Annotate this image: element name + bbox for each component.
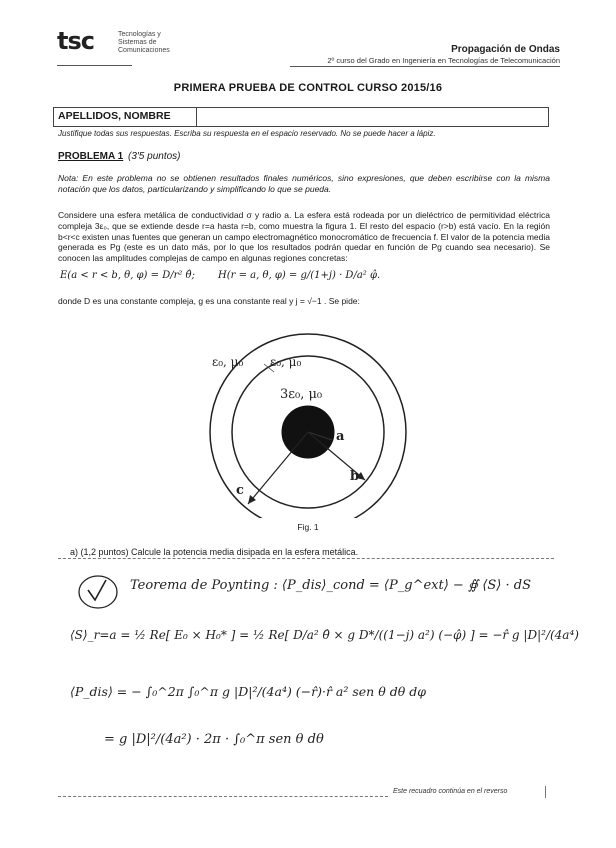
answer-box-bottom	[58, 796, 388, 797]
label-b: b	[350, 469, 360, 484]
logo-subtext	[118, 31, 208, 55]
problem-title: PROBLEMA 1	[58, 151, 124, 162]
problem-note: Nota: En este problema no se obtienen resultados finales numéricos, sino expresiones, que deben escribirse con la misma notación que los datos, particularizando y simplificando lo que se pueda.	[58, 173, 550, 194]
logo-subtext-line2: Sistemas de Comunicaciones	[118, 39, 170, 54]
exam-title: PRIMERA PRUEBA DE CONTROL CURSO 2015/16	[173, 82, 443, 94]
answer-box-corner	[545, 786, 546, 798]
equation-h-field: H(r = a, θ, φ) = g/(1+j) · D/a² φ̂.	[218, 270, 381, 281]
problem-points: (3'5 puntos)	[128, 151, 181, 162]
continue-footnote: Este recuadro continúa en el reverso	[393, 788, 508, 795]
name-label: APELLIDOS, NOMBRE	[58, 110, 171, 122]
logo-tsc: tsc	[57, 27, 94, 55]
label-a: a	[336, 429, 345, 444]
header-rule-left	[57, 65, 132, 66]
handwritten-line-4: = g |D|²/(4a²) · 2π · ∫₀^π sen θ dθ	[104, 732, 324, 747]
instructions: Justifique todas sus respuestas. Escriba su respuesta en el espacio reservado. No se puede hacer a lápiz.	[58, 129, 436, 138]
label-c: c	[236, 483, 244, 498]
figure-spheres	[190, 318, 430, 518]
label-ring-medium: ε₀, μ₀	[270, 355, 302, 369]
course-subtitle: 2º curso del Grado en Ingeniería en Tecnologías de Telecomunicación	[327, 56, 560, 65]
radius-c-arrow	[248, 432, 308, 504]
handwritten-line-1: Teorema de Poynting : ⟨P_dis⟩_cond = ⟨P_g^ext⟩ − ∯ ⟨S⟩ · dS	[130, 578, 532, 593]
problem-statement: Considere una esfera metálica de conductividad σ y radio a. La esfera está rodeada por un dieléctrico de permitividad eléctrica compleja 3ε₀, que se extiende desde r=a hasta r=b, como muestra la figura 1. El resto del espacio (r>b) está vacío. En la región b<r<c existen unas fuentes que generan un campo electromagnético monocromático de frecuencia f. El valor de la potencia media generada es Pg (este es un dato más, por lo que los resultados podrán quedar en función de Pg cuando sea necesario). Se conocen las amplitudes complejas de campo en algunas regiones concretas:	[58, 210, 550, 264]
equation-e-field: E(a < r < b, θ, φ) = D/r² θ̂;	[60, 270, 195, 281]
problem-donde: donde D es una constante compleja, g es una constante real y j = √−1 . Se pide:	[58, 296, 360, 306]
course-title: Propagación de Ondas	[451, 44, 560, 55]
handwritten-line-2: ⟨S⟩_r=a = ½ Re[ E₀ × H₀* ] = ½ Re[ D/a² θ̂ × g D*/((1−j) a²) (−φ̂) ] = −r̂ g |D|²/(4a⁴)	[70, 628, 579, 642]
checkmark-circle-icon	[76, 572, 122, 612]
label-dielectric: 3ε₀, μ₀	[280, 387, 323, 402]
handwritten-line-3: ⟨P_dis⟩ = − ∫₀^2π ∫₀^π g |D|²/(4a⁴) (−r̂)·r̂ a² sen θ dθ dφ	[70, 684, 426, 699]
name-box-divider	[196, 107, 197, 126]
header-rule-right	[290, 66, 560, 67]
label-outer-medium: ε₀, μ₀	[212, 355, 244, 369]
answer-box-top	[58, 558, 554, 559]
logo-subtext-line1: Tecnologías y	[118, 31, 161, 38]
figure-caption: Fig. 1	[297, 522, 319, 532]
question-a: a) (1,2 puntos) Calcule la potencia media disipada en la esfera metálica.	[70, 547, 359, 557]
